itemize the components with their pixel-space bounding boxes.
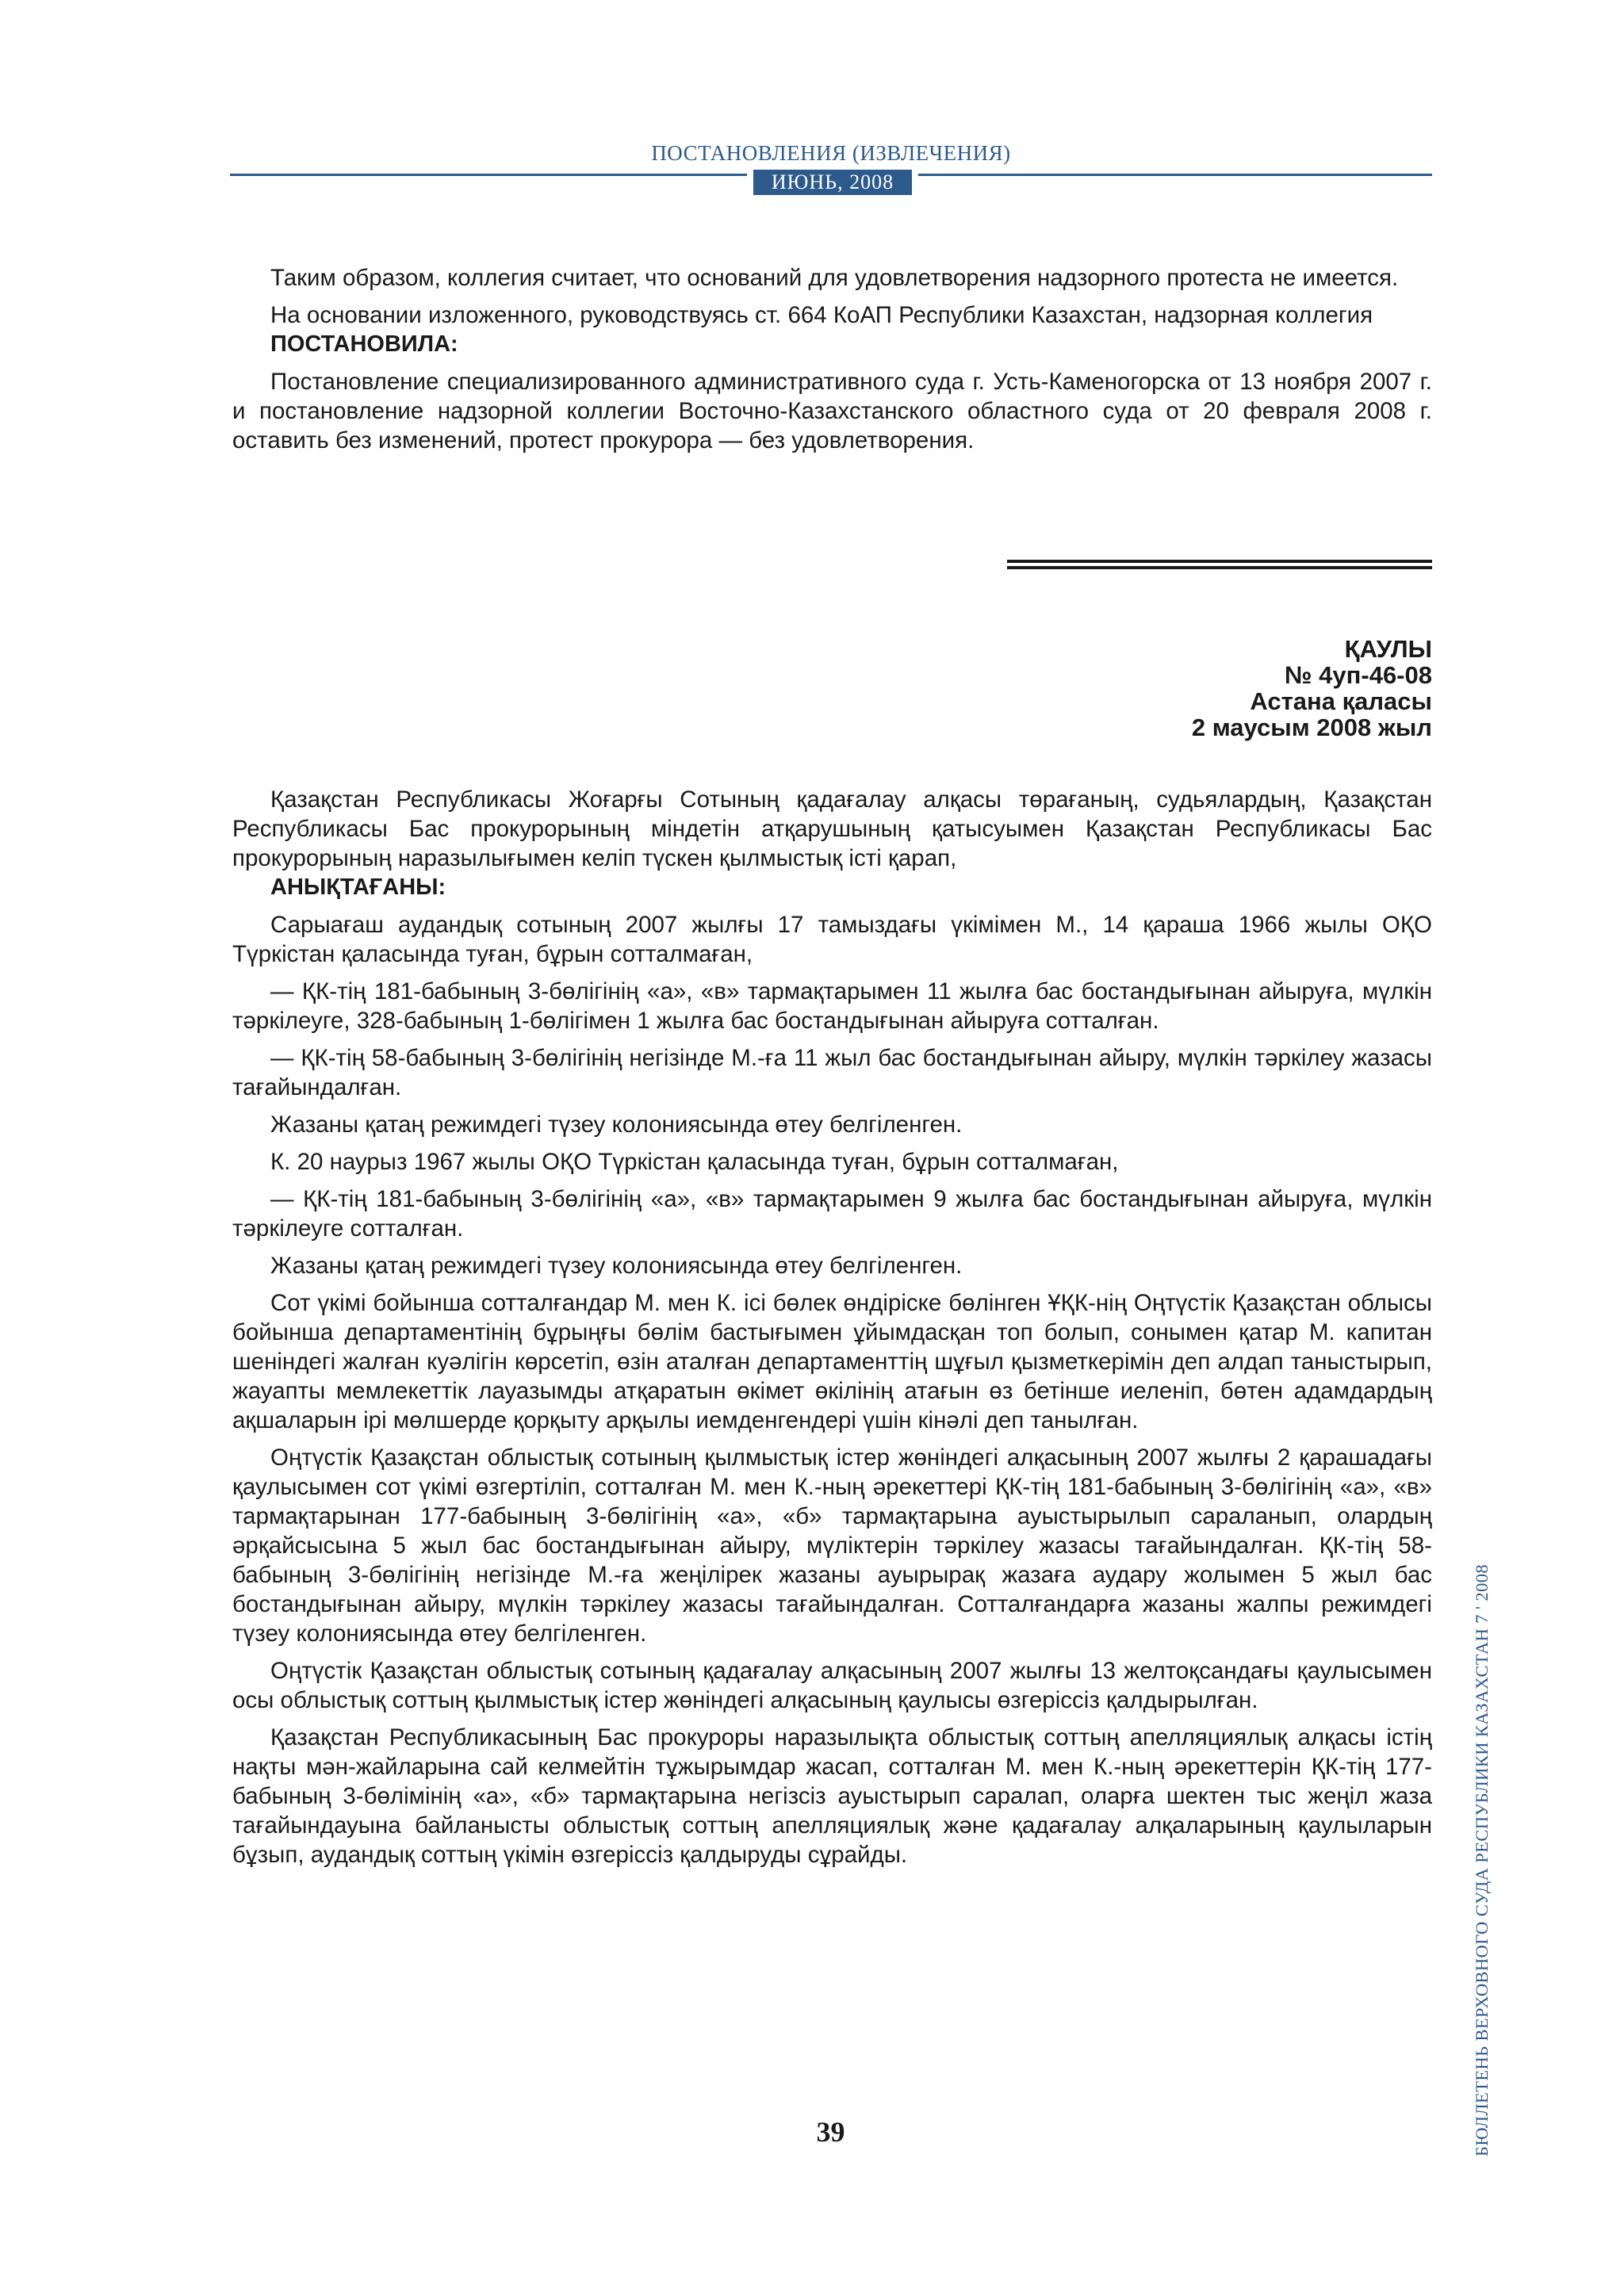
paragraph: — ҚК-тің 181-бабының 3-бөлігінің «а», «в» тармақтарымен 11 жылға бас бостандығынан айыруға, мүлкін тәркілеуге, 328-бабының 1-бөлігімен 1 жылға бас бостандығынан айыруға сотталған. (232, 978, 1432, 1034)
header-rule-left (230, 174, 747, 176)
decree-date: 2 маусым 2008 жыл (1191, 714, 1432, 741)
decree-city: Астана қаласы (1250, 687, 1432, 715)
bulletin-side-strip (1453, 1364, 1491, 2156)
paragraph: Қазақстан Республикасының Бас прокуроры наразылықта облыстық соттың апелляциялық алқасы істің нақты мән-жайларына сай келмейтін тұжырымдар жасап, сотталған М. мен К.-ның әрекеттерін ҚК-тің 177-бабының 3-бөлімінің «а», «б» тармақтарына негізсіз ауыстырып саралап, оларға шектен тыс жеңіл жаза тағайындауына байланысты облыстық соттың апелляциялық және қадағалау алқаларының қаулыларын бұзып, аудандық соттың үкімін өзгеріссіз қалдыруды сұрайды. (232, 1724, 1432, 1868)
decree-number: № 4уп-46-08 (1285, 661, 1432, 689)
paragraph: Сот үкімі бойынша сотталғандар М. мен К. ісі бөлек өндіріске бөлінген ҰҚК-нің Оңтүстік Қазақстан облысы бойынша департаментінің бұрыңғы бөлім бастығымен ұйымдасқан топ болып, сонымен қатар М. капитан шеніндегі жалған куәлігін көрсетіп, өзін аталған департаменттің шұғыл қызметкерімін деп алдап таныстырып, жауапты мемлекеттік лауазымды атқаратын өкімет өкілінің атағын өз бетінше иеленіп, бөтен адамдардың ақшаларын ірі мөлшерде қорқыту арқылы иемденгендері үшін кінәлі деп танылған. (232, 1290, 1432, 1433)
separator-rule-bottom (1007, 566, 1432, 569)
header-rule-right (918, 174, 1432, 176)
previous-resolution-ending (232, 263, 1432, 455)
paragraph: Таким образом, коллегия считает, что оснований для удовлетворения надзорного протеста не имеется. (270, 265, 1399, 291)
paragraph: Жазаны қатаң режимдегі түзеу колониясында өтеу белгіленген. (270, 1253, 963, 1279)
paragraph: Жазаны қатаң режимдегі түзеу колониясында өтеу белгіленген. (270, 1112, 963, 1138)
decree-title: ҚАУЛЫ (1344, 635, 1432, 663)
paragraph: К. 20 наурыз 1967 жылы ОҚО Түркістан қаласында туған, бұрын сотталмаған, (270, 1149, 1119, 1175)
paragraph: Постановление специализированного административного суда г. Усть-Каменогорска от 13 ноября 2007 г. и постановление надзорной коллегии Восточно-Казахстанского областного суда от 20 февраля 2008 г. оставить без изменений, протест прокурора — без удовлетворения. (232, 369, 1432, 453)
paragraph: — ҚК-тің 181-бабының 3-бөлігінің «а», «в» тармақтарымен 9 жылға бас бостандығынан айыруға, мүлкін тәркілеуге сотталған. (232, 1186, 1432, 1242)
page-number: 39 (816, 2116, 845, 2148)
paragraph: Оңтүстік Қазақстан облыстық сотының қылмыстық істер жөніндегі алқасының 2007 жылғы 2 қарашадағы қаулысымен сот үкімі өзгертіліп, сотталған М. мен К.-ның әрекеттері ҚК-тің 181-бабының 3-бөлігінің «а», «в» тармақтарынан 177-бабының 3-бөлігінің «а», «б» тармақтарына ауыстырылып сараланып, олардың әрқайсысына 5 жыл бас бостандығынан айыру, мүліктерін тәркілеу жазасы тағайындалған. ҚК-тің 58-бабының 3-бөлігінің негізінде М.-ға жеңілірек жазаны ауырырақ жазаға аудару жолымен 5 жыл бас бостандығынан айыру, мүлкін тәркілеу жазасы тағайындалған. Сотталғандарға жазаны жалпы режимдегі түзеу колониясында өтеу белгіленген. (232, 1445, 1432, 1647)
paragraph: На основании изложенного, руководствуясь ст. 664 КоАП Республики Казахстан, надзорная коллегия (270, 302, 1373, 328)
paragraph: — ҚК-тің 58-бабының 3-бөлігінің негізінде М.-ға 11 жыл бас бостандығынан айыру, мүлкін тәркілеу жазасы тағайындалған. (232, 1045, 1432, 1100)
decree-body (232, 785, 1432, 1869)
section-title: ПОСТАНОВЛЕНИЯ (ИЗВЛЕЧЕНИЯ) (651, 141, 1011, 165)
issue-date-badge: ИЮНЬ, 2008 (753, 170, 912, 195)
paragraph: Оңтүстік Қазақстан облыстық сотының қадағалау алқасының 2007 жылғы 13 желтоқсандағы қаулысымен осы облыстық соттың қылмыстық істер жөніндегі алқасының қаулысы өзгеріссіз қалдырылған. (232, 1658, 1432, 1713)
resolution-heading: ПОСТАНОВИЛА: (270, 331, 458, 357)
intro-paragraph: Қазақстан Республикасы Жоғарғы Сотының қадағалау алқасы төрағаның, судьялардың, Қазақстан Республикасы Бас прокурорының міндетін атқарушының қатысуымен Қазақстан Республикасы Бас прокурорының наразылығымен келіп түскен қылмыстық істі қарап, (232, 786, 1432, 871)
findings-heading: АНЫҚТАҒАНЫ: (270, 874, 446, 900)
decree-header (872, 636, 1432, 740)
separator-rule-top (1007, 560, 1432, 563)
bulletin-title-vertical: БЮЛЛЕТЕНЬ ВЕРХОВНОГО СУДА РЕСПУБЛИКИ КАЗАХСТАН 7 ' 2008 (1472, 1563, 1492, 2156)
paragraph: Сарыағаш аудандық сотының 2007 жылғы 17 тамыздағы үкімімен М., 14 қараша 1966 жылы ОҚО Түркістан қаласында туған, бұрын сотталмаған, (232, 912, 1432, 967)
